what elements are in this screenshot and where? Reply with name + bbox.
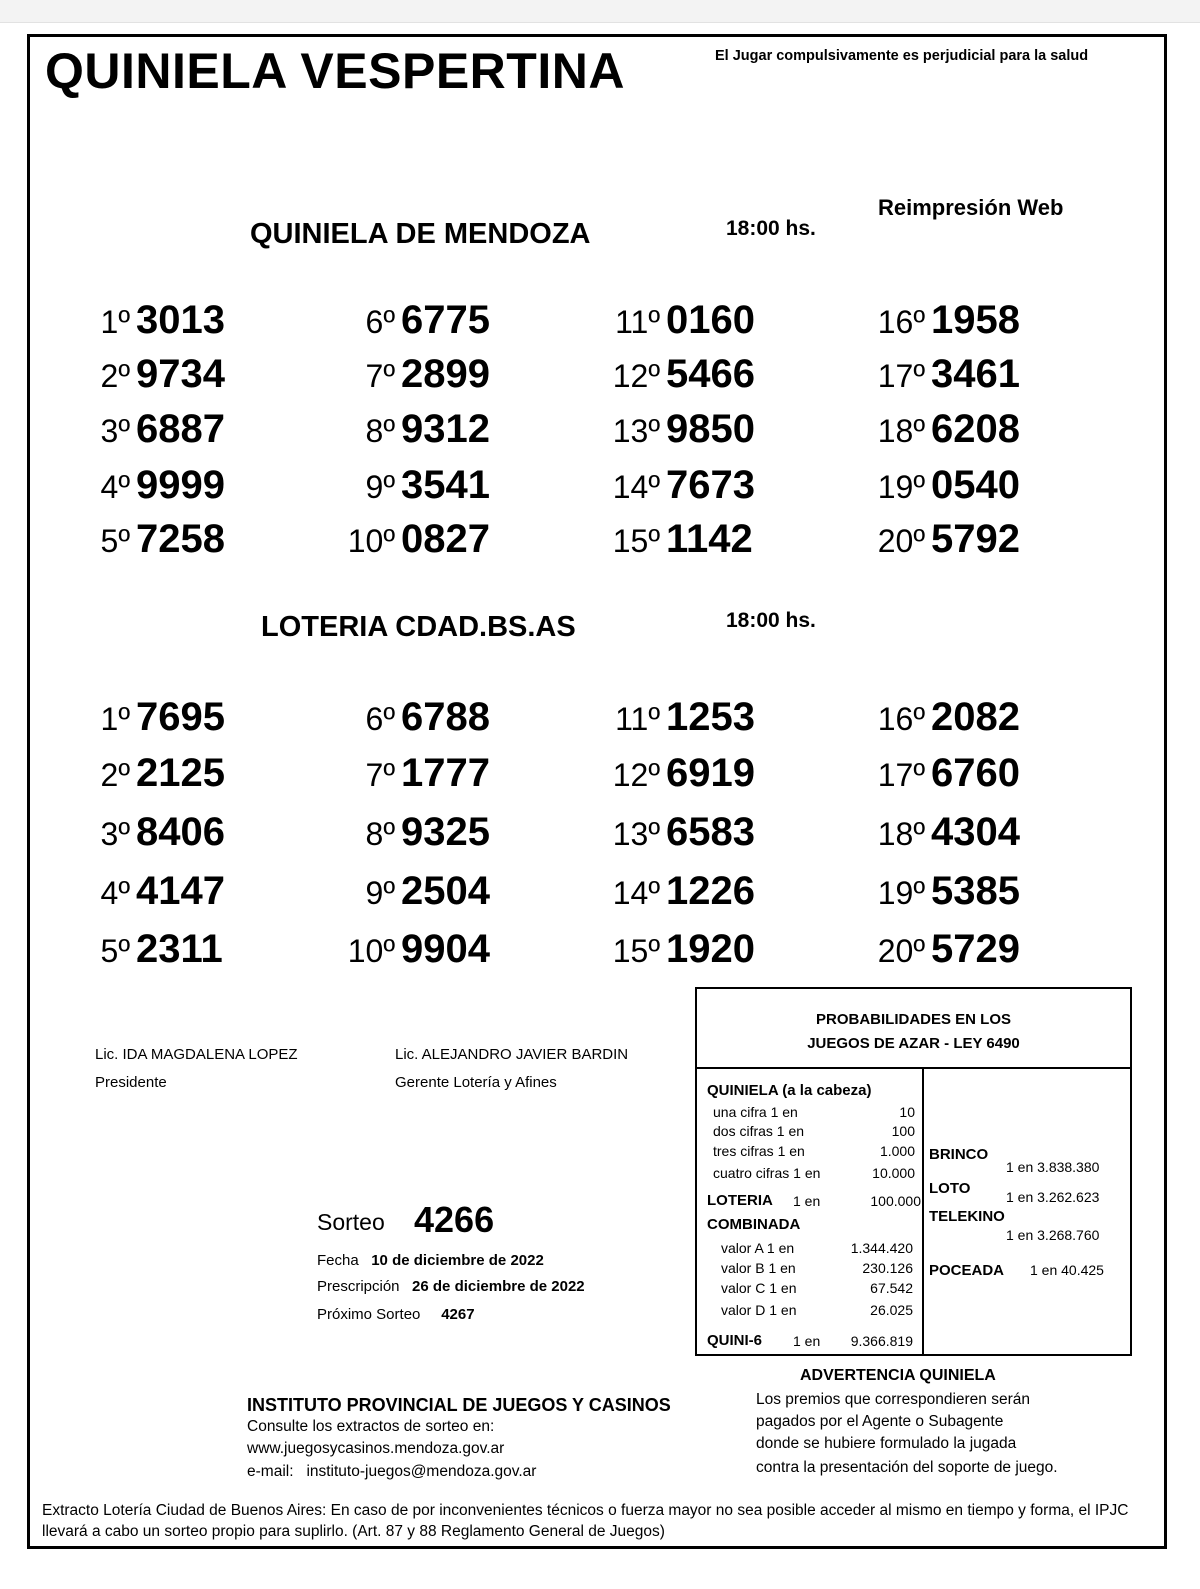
result-number: 9325 (401, 810, 490, 854)
result-position: 8º (365, 816, 395, 852)
section-title-loteria: LOTERIA CDAD.BS.AS (261, 611, 576, 643)
result-position: 9º (365, 875, 395, 911)
draw-expiry-label: Prescripción (317, 1278, 400, 1295)
result-position: 14º (612, 875, 660, 911)
result-number: 5466 (666, 352, 755, 396)
draw-next: 4267 (441, 1306, 475, 1323)
result-position: 18º (877, 413, 925, 449)
result-number: 1142 (666, 517, 753, 561)
advertencia-line: pagados por el Agente o Subagente (756, 1413, 1004, 1430)
result-cell (60, 298, 225, 343)
result-number: 9312 (401, 407, 490, 451)
quiniela-row-value: 100 (891, 1123, 915, 1139)
result-cell (590, 810, 755, 855)
quiniela-row-value: 1.000 (879, 1143, 915, 1159)
result-position: 18º (877, 816, 925, 852)
result-number: 0827 (401, 517, 490, 561)
signature-name-president: Lic. IDA MAGDALENA LOPEZ (95, 1046, 298, 1063)
combinada-row-label: valor B 1 en (721, 1260, 796, 1276)
result-position: 6º (365, 701, 395, 737)
result-position: 11º (615, 701, 660, 737)
result-position: 17º (877, 757, 925, 793)
result-cell (855, 695, 1020, 740)
loto-value: 1 en 3.262.623 (1006, 1189, 1100, 1205)
result-number: 9850 (666, 407, 755, 451)
result-number: 2125 (136, 751, 225, 795)
result-number: 6919 (666, 751, 755, 795)
result-number: 2082 (931, 695, 1020, 739)
draw-next-label: Próximo Sorteo (317, 1306, 421, 1323)
result-position: 5º (100, 523, 130, 559)
draw-next-row (317, 1306, 475, 1323)
result-cell (855, 869, 1020, 914)
result-position: 3º (100, 413, 130, 449)
result-cell (60, 810, 225, 855)
result-position: 15º (612, 933, 660, 969)
result-position: 7º (365, 757, 395, 793)
institute-website-link[interactable]: www.juegosycasinos.mendoza.gov.ar (247, 1440, 505, 1457)
probabilities-divider (922, 1069, 924, 1354)
institute-title: INSTITUTO PROVINCIAL DE JUEGOS Y CASINOS (247, 1395, 671, 1415)
loto-label: LOTO (929, 1180, 971, 1197)
result-position: 2º (100, 757, 130, 793)
result-cell (325, 463, 490, 508)
result-position: 16º (877, 304, 925, 340)
loteria-value: 100.000 (870, 1193, 921, 1209)
result-number: 1777 (401, 751, 490, 795)
result-number: 4304 (931, 810, 1020, 854)
result-position: 17º (877, 358, 925, 394)
result-cell (325, 517, 490, 562)
quiniela-title: QUINIELA (a la cabeza) (707, 1082, 872, 1099)
result-cell (60, 352, 225, 397)
result-cell (60, 463, 225, 508)
result-position: 2º (100, 358, 130, 394)
result-position: 8º (365, 413, 395, 449)
quini6-mid: 1 en (793, 1333, 821, 1349)
advertencia-line: donde se hubiere formulado la jugada (756, 1435, 1017, 1452)
result-position: 20º (877, 933, 925, 969)
result-cell (60, 869, 225, 914)
result-number: 1226 (666, 869, 755, 913)
quiniela-row-label: dos cifras 1 en (713, 1123, 805, 1139)
result-cell (325, 298, 490, 343)
section-time-mendoza: 18:00 hs. (726, 217, 816, 240)
result-number: 7673 (666, 463, 755, 507)
result-position: 10º (347, 933, 395, 969)
viewer-toolbar (0, 0, 1200, 23)
combinada-title: COMBINADA (707, 1216, 801, 1233)
reprint-label: Reimpresión Web (878, 195, 1064, 220)
result-number: 9999 (136, 463, 225, 507)
result-cell (60, 927, 223, 972)
health-warning: El Jugar compulsivamente es perjudicial para la salud (715, 48, 1089, 64)
footer-note: Extracto Lotería Ciudad de Buenos Aires: En caso de por inconvenientes técnicos o fuerza mayor no sea posible acceder al mismo en tiempo y forma, el IPJC llevará a cabo un sorteo propio para suplirlo. (Art. 87 y 88 Reglamento General de Juegos) (42, 1502, 1129, 1540)
result-number: 7695 (136, 695, 225, 739)
result-position: 15º (612, 523, 660, 559)
result-position: 13º (612, 413, 660, 449)
combinada-row-label: valor C 1 en (721, 1280, 797, 1296)
result-cell (325, 810, 490, 855)
brinco-value: 1 en 3.838.380 (1006, 1159, 1100, 1175)
poceada-value: 1 en 40.425 (1030, 1262, 1104, 1278)
result-cell (590, 463, 755, 508)
result-cell (590, 695, 755, 740)
result-number: 3541 (401, 463, 490, 507)
result-number: 6887 (136, 407, 225, 451)
result-number: 6775 (401, 298, 490, 342)
result-cell (60, 751, 225, 796)
signature-role-manager: Gerente Lotería y Afines (395, 1074, 557, 1091)
section-time-loteria: 18:00 hs. (726, 609, 816, 632)
result-number: 2311 (136, 927, 223, 971)
result-cell (855, 352, 1020, 397)
telekino-label: TELEKINO (929, 1208, 1005, 1225)
result-cell (590, 927, 755, 972)
poceada-label: POCEADA (929, 1262, 1005, 1279)
result-position: 12º (612, 358, 660, 394)
result-position: 13º (612, 816, 660, 852)
quini6-value: 9.366.819 (850, 1333, 913, 1349)
result-number: 6583 (666, 810, 755, 854)
combinada-row-value: 1.344.420 (850, 1240, 913, 1256)
result-position: 7º (365, 358, 395, 394)
result-cell (590, 869, 755, 914)
advertencia-line: Los premios que correspondieren serán (756, 1391, 1030, 1408)
result-number: 1958 (931, 298, 1020, 342)
advertencia-line: contra la presentación del soporte de juego. (756, 1459, 1058, 1476)
result-position: 6º (365, 304, 395, 340)
result-number: 0160 (666, 298, 755, 342)
institute-email-link[interactable]: instituto-juegos@mendoza.gov.ar (306, 1463, 537, 1480)
result-cell (590, 352, 755, 397)
quiniela-row-label: cuatro cifras 1 en (713, 1165, 821, 1181)
result-cell (60, 517, 225, 562)
result-cell (325, 751, 490, 796)
result-cell (325, 927, 490, 972)
result-number: 9734 (136, 352, 225, 396)
probabilities-header (697, 989, 1130, 1069)
result-number: 7258 (136, 517, 225, 561)
combinada-row-label: valor A 1 en (721, 1240, 795, 1256)
quiniela-row-label: tres cifras 1 en (713, 1143, 805, 1159)
result-position: 4º (100, 469, 130, 505)
result-position: 11º (615, 304, 660, 340)
draw-expiry: 26 de diciembre de 2022 (412, 1278, 585, 1295)
institute-consult: Consulte los extractos de sorteo en: (247, 1418, 495, 1435)
result-cell (855, 810, 1020, 855)
result-cell (855, 463, 1020, 508)
probabilities-box (695, 987, 1132, 1356)
draw-date: 10 de diciembre de 2022 (371, 1252, 544, 1269)
advertencia-title: ADVERTENCIA QUINIELA (800, 1367, 996, 1384)
signature-name-manager: Lic. ALEJANDRO JAVIER BARDIN (395, 1046, 629, 1063)
result-cell (855, 927, 1020, 972)
result-number: 6788 (401, 695, 490, 739)
institute-email-label: e-mail: (247, 1463, 294, 1480)
result-number: 6760 (931, 751, 1020, 795)
combinada-row-label: valor D 1 en (721, 1302, 797, 1318)
draw-date-row (317, 1252, 544, 1269)
result-number: 2899 (401, 352, 490, 396)
result-cell (325, 869, 490, 914)
draw-date-label: Fecha (317, 1252, 359, 1269)
result-cell (855, 407, 1020, 452)
quiniela-row-value: 10.000 (872, 1165, 915, 1181)
result-number: 3461 (931, 352, 1020, 396)
result-position: 20º (877, 523, 925, 559)
quiniela-row-label: una cifra 1 en (713, 1104, 798, 1120)
result-position: 12º (612, 757, 660, 793)
result-cell (590, 298, 755, 343)
result-cell (590, 517, 753, 562)
result-position: 1º (100, 701, 130, 737)
result-cell (325, 695, 490, 740)
result-number: 5729 (931, 927, 1020, 971)
telekino-value: 1 en 3.268.760 (1006, 1227, 1100, 1243)
result-position: 14º (612, 469, 660, 505)
result-position: 10º (347, 523, 395, 559)
probabilities-header-line1: PROBABILIDADES EN LOS (815, 1011, 1011, 1028)
draw-number: 4266 (414, 1199, 495, 1240)
result-cell (60, 407, 225, 452)
result-number: 8406 (136, 810, 225, 854)
result-number: 1253 (666, 695, 755, 739)
result-position: 19º (877, 469, 925, 505)
combinada-row-value: 230.126 (862, 1260, 913, 1276)
combinada-row-value: 67.542 (870, 1280, 913, 1296)
result-position: 5º (100, 933, 130, 969)
brinco-label: BRINCO (929, 1146, 989, 1163)
result-cell (60, 695, 225, 740)
result-position: 9º (365, 469, 395, 505)
loteria-mid: 1 en (793, 1193, 821, 1209)
result-position: 19º (877, 875, 925, 911)
result-number: 3013 (136, 298, 225, 342)
draw-label: Sorteo (317, 1209, 385, 1235)
probabilities-header-line2: JUEGOS DE AZAR - LEY 6490 (807, 1035, 1020, 1052)
result-number: 1920 (666, 927, 755, 971)
result-cell (855, 751, 1020, 796)
result-position: 4º (100, 875, 130, 911)
result-cell (590, 407, 755, 452)
page-title: QUINIELA VESPERTINA (45, 43, 625, 99)
result-number: 6208 (931, 407, 1020, 451)
result-number: 5385 (931, 869, 1020, 913)
result-number: 5792 (931, 517, 1020, 561)
draw-expiry-row (317, 1278, 585, 1295)
result-cell (855, 298, 1020, 343)
result-cell (590, 751, 755, 796)
section-title-mendoza: QUINIELA DE MENDOZA (250, 218, 591, 250)
institute-email-row (247, 1463, 536, 1481)
result-number: 2504 (401, 869, 490, 913)
quiniela-row-value: 10 (899, 1104, 915, 1120)
result-number: 0540 (931, 463, 1020, 507)
result-position: 1º (100, 304, 130, 340)
result-position: 3º (100, 816, 130, 852)
result-cell (855, 517, 1020, 562)
result-number: 9904 (401, 927, 490, 971)
result-cell (325, 407, 490, 452)
loteria-label: LOTERIA (707, 1192, 773, 1209)
result-number: 4147 (136, 869, 225, 913)
result-position: 16º (877, 701, 925, 737)
result-cell (325, 352, 490, 397)
combinada-row-value: 26.025 (870, 1302, 913, 1318)
quini6-label: QUINI-6 (707, 1332, 763, 1349)
signature-role-president: Presidente (95, 1074, 167, 1091)
